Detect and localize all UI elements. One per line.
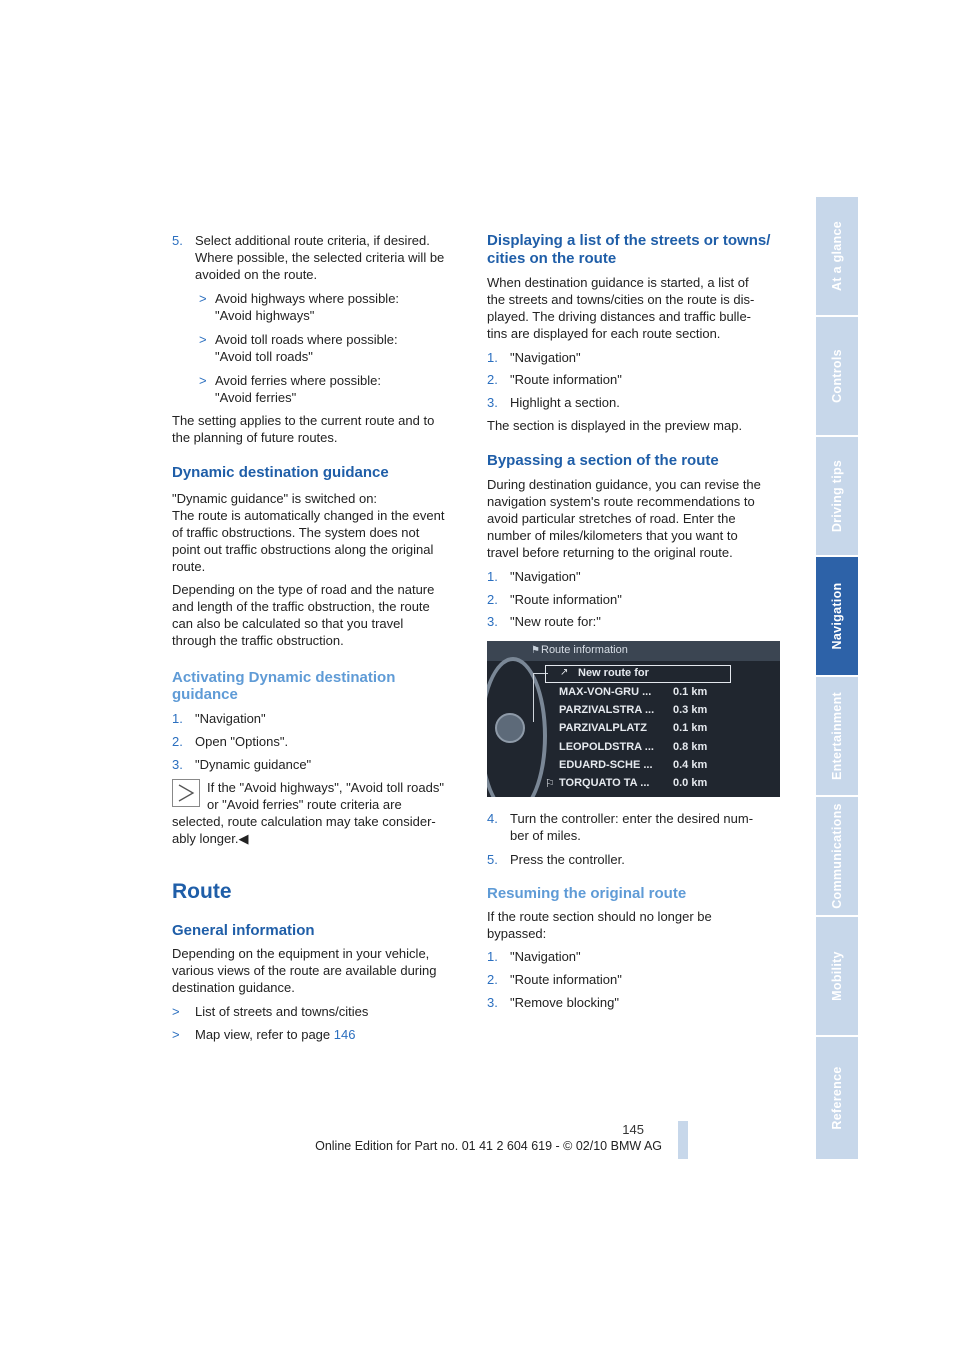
setting-text-1: The setting applies to the current route and to bbox=[172, 413, 435, 428]
act-step-1: 1. "Navigation" bbox=[172, 711, 266, 726]
res-step-1: 1. "Navigation" bbox=[487, 949, 581, 964]
gen-text-1: Depending on the equipment in your vehicle, bbox=[172, 946, 430, 961]
heading-bypassing: Bypassing a section of the route bbox=[487, 452, 719, 469]
route-row-dist: 0.4 km bbox=[673, 759, 708, 771]
dyn-text-1: "Dynamic guidance" is switched on: bbox=[172, 491, 378, 506]
gen-text-3: destination guidance. bbox=[172, 980, 295, 995]
tab-reference[interactable]: Reference bbox=[816, 1037, 858, 1161]
disp-step-1: 1. "Navigation" bbox=[487, 350, 581, 365]
res-text-1: If the route section should no longer be bbox=[487, 909, 712, 924]
disp-text-4: tins are displayed for each route section. bbox=[487, 326, 721, 341]
tab-driving-tips[interactable]: Driving tips bbox=[816, 437, 858, 557]
step-5: 5. Select additional route criteria, if desired. bbox=[172, 233, 430, 248]
disp-step-2: 2. "Route information" bbox=[487, 372, 622, 387]
bullet-avoid-toll-value: "Avoid toll roads" bbox=[215, 349, 313, 364]
byp-step-3: 3. "New route for:" bbox=[487, 614, 601, 629]
route-row-street[interactable]: TORQUATO TA ... bbox=[559, 777, 650, 789]
byp-step-4-line2: ber of miles. bbox=[510, 828, 581, 843]
note-text-2: or "Avoid ferries" route criteria are bbox=[207, 797, 402, 812]
byp-text-4: number of miles/kilometers that you want to bbox=[487, 528, 738, 543]
setting-text-2: the planning of future routes. bbox=[172, 430, 338, 445]
heading-general-info: General information bbox=[172, 922, 315, 939]
note-text-3: selected, route calculation may take consider- bbox=[172, 814, 436, 829]
footer-edition: Online Edition for Part no. 01 41 2 604 619 - © 02/10 BMW AG bbox=[315, 1139, 662, 1153]
screen-header-title: Route information bbox=[541, 644, 628, 656]
heading-displaying-1: Displaying a list of the streets or towns/ bbox=[487, 232, 771, 249]
bullet-avoid-highways-value: "Avoid highways" bbox=[215, 308, 315, 323]
dyn-text-6: Depending on the type of road and the nature bbox=[172, 582, 435, 597]
new-route-label: New route for bbox=[578, 667, 649, 679]
dyn-text-8: can also be calculated so that you travel bbox=[172, 616, 404, 631]
route-info-screenshot bbox=[487, 641, 780, 797]
tab-at-a-glance[interactable]: At a glance bbox=[816, 197, 858, 317]
disp-text-3: played. The driving distances and traffic bulle- bbox=[487, 309, 752, 324]
heading-displaying-2: cities on the route bbox=[487, 250, 617, 267]
dyn-text-9: through the traffic obstruction. bbox=[172, 633, 344, 648]
res-step-2: 2. "Route information" bbox=[487, 972, 622, 987]
footer-bar bbox=[678, 1121, 688, 1159]
disp-text-2: the streets and towns/cities on the route is dis- bbox=[487, 292, 755, 307]
byp-text-3: avoid particular stretches of road. Enter the bbox=[487, 511, 736, 526]
disp-text-1: When destination guidance is started, a list of bbox=[487, 275, 749, 290]
step-5-line3: avoided on the route. bbox=[195, 267, 318, 282]
gen-text-2: various views of the route are available during bbox=[172, 963, 437, 978]
dyn-text-2: The route is automatically changed in the event bbox=[172, 508, 445, 523]
destination-flag-icon: ⚐ bbox=[545, 778, 555, 790]
page-number: 145 bbox=[622, 1122, 644, 1137]
byp-step-5: 5. Press the controller. bbox=[487, 852, 625, 867]
heading-activating-1: Activating Dynamic destination bbox=[172, 669, 396, 686]
dyn-text-5: route. bbox=[172, 559, 206, 574]
dyn-text-3: of traffic obstructions. The system does not bbox=[172, 525, 420, 540]
tab-mobility[interactable]: Mobility bbox=[816, 917, 858, 1037]
bullet-avoid-toll: > Avoid toll roads where possible: bbox=[199, 332, 398, 347]
res-text-2: bypassed: bbox=[487, 926, 547, 941]
page-146-link[interactable]: 146 bbox=[333, 1027, 356, 1042]
route-icon: ⚑ bbox=[531, 645, 540, 656]
dyn-text-7: and length of the traffic obstruction, the route bbox=[172, 599, 430, 614]
bullet-avoid-ferries-value: "Avoid ferries" bbox=[215, 390, 297, 405]
act-step-3: 3. "Dynamic guidance" bbox=[172, 757, 312, 772]
step-5-line2: Where possible, the selected criteria will be bbox=[195, 250, 445, 265]
chapter-tabs bbox=[816, 197, 858, 1161]
route-row-dist: 0.3 km bbox=[673, 704, 708, 716]
disp-step-3: 3. Highlight a section. bbox=[487, 395, 620, 410]
route-row-dist: 0.8 km bbox=[673, 741, 708, 753]
controller-knob bbox=[495, 713, 525, 743]
note-icon bbox=[172, 779, 200, 807]
heading-activating-2: guidance bbox=[172, 686, 238, 703]
byp-text-1: During destination guidance, you can revise the bbox=[487, 477, 761, 492]
route-row-dist: 0.1 km bbox=[673, 686, 708, 698]
route-row-dist: 0.1 km bbox=[673, 722, 708, 734]
gen-bullet-2: > Map view, refer to page 146 bbox=[172, 1027, 356, 1042]
route-row-street[interactable]: PARZIVALPLATZ bbox=[559, 722, 647, 734]
byp-step-1: 1. "Navigation" bbox=[487, 569, 581, 584]
note-text-1: If the "Avoid highways", "Avoid toll roads" bbox=[207, 780, 444, 795]
res-step-3: 3. "Remove blocking" bbox=[487, 995, 619, 1010]
route-row-dist: 0.0 km bbox=[673, 777, 708, 789]
tab-controls[interactable]: Controls bbox=[816, 317, 858, 437]
disp-after: The section is displayed in the preview map. bbox=[487, 418, 743, 433]
tab-entertainment[interactable]: Entertainment bbox=[816, 677, 858, 797]
heading-dynamic-guidance: Dynamic destination guidance bbox=[172, 464, 389, 481]
byp-step-4: 4. Turn the controller: enter the desired num- bbox=[487, 811, 754, 826]
dyn-text-4: point out traffic obstructions along the original bbox=[172, 542, 434, 557]
heading-route: Route bbox=[172, 880, 232, 903]
route-row-street[interactable]: PARZIVALSTRA ... bbox=[559, 704, 655, 716]
byp-step-2: 2. "Route information" bbox=[487, 592, 622, 607]
bullet-avoid-ferries: > Avoid ferries where possible: bbox=[199, 373, 381, 388]
tab-communications[interactable]: Communications bbox=[816, 797, 858, 917]
route-row-street[interactable]: LEOPOLDSTRA ... bbox=[559, 741, 654, 753]
byp-text-5: travel before returning to the original route. bbox=[487, 545, 733, 560]
note-text-4: ably longer.◀ bbox=[172, 831, 249, 846]
route-row-street[interactable]: MAX-VON-GRU ... bbox=[559, 686, 652, 698]
byp-text-2: navigation system's route recommendations to bbox=[487, 494, 755, 509]
gen-bullet-1: > List of streets and towns/cities bbox=[172, 1004, 369, 1019]
new-route-box[interactable] bbox=[545, 665, 731, 683]
screen-header-bar bbox=[487, 641, 780, 661]
tab-navigation[interactable]: Navigation bbox=[816, 557, 858, 677]
act-step-2: 2. Open "Options". bbox=[172, 734, 289, 749]
heading-resuming: Resuming the original route bbox=[487, 885, 687, 902]
new-route-icon: ↗ bbox=[560, 667, 569, 678]
bullet-avoid-highways: > Avoid highways where possible: bbox=[199, 291, 400, 306]
note-triangle-icon bbox=[173, 780, 199, 806]
route-row-street[interactable]: EDUARD-SCHE ... bbox=[559, 759, 653, 771]
